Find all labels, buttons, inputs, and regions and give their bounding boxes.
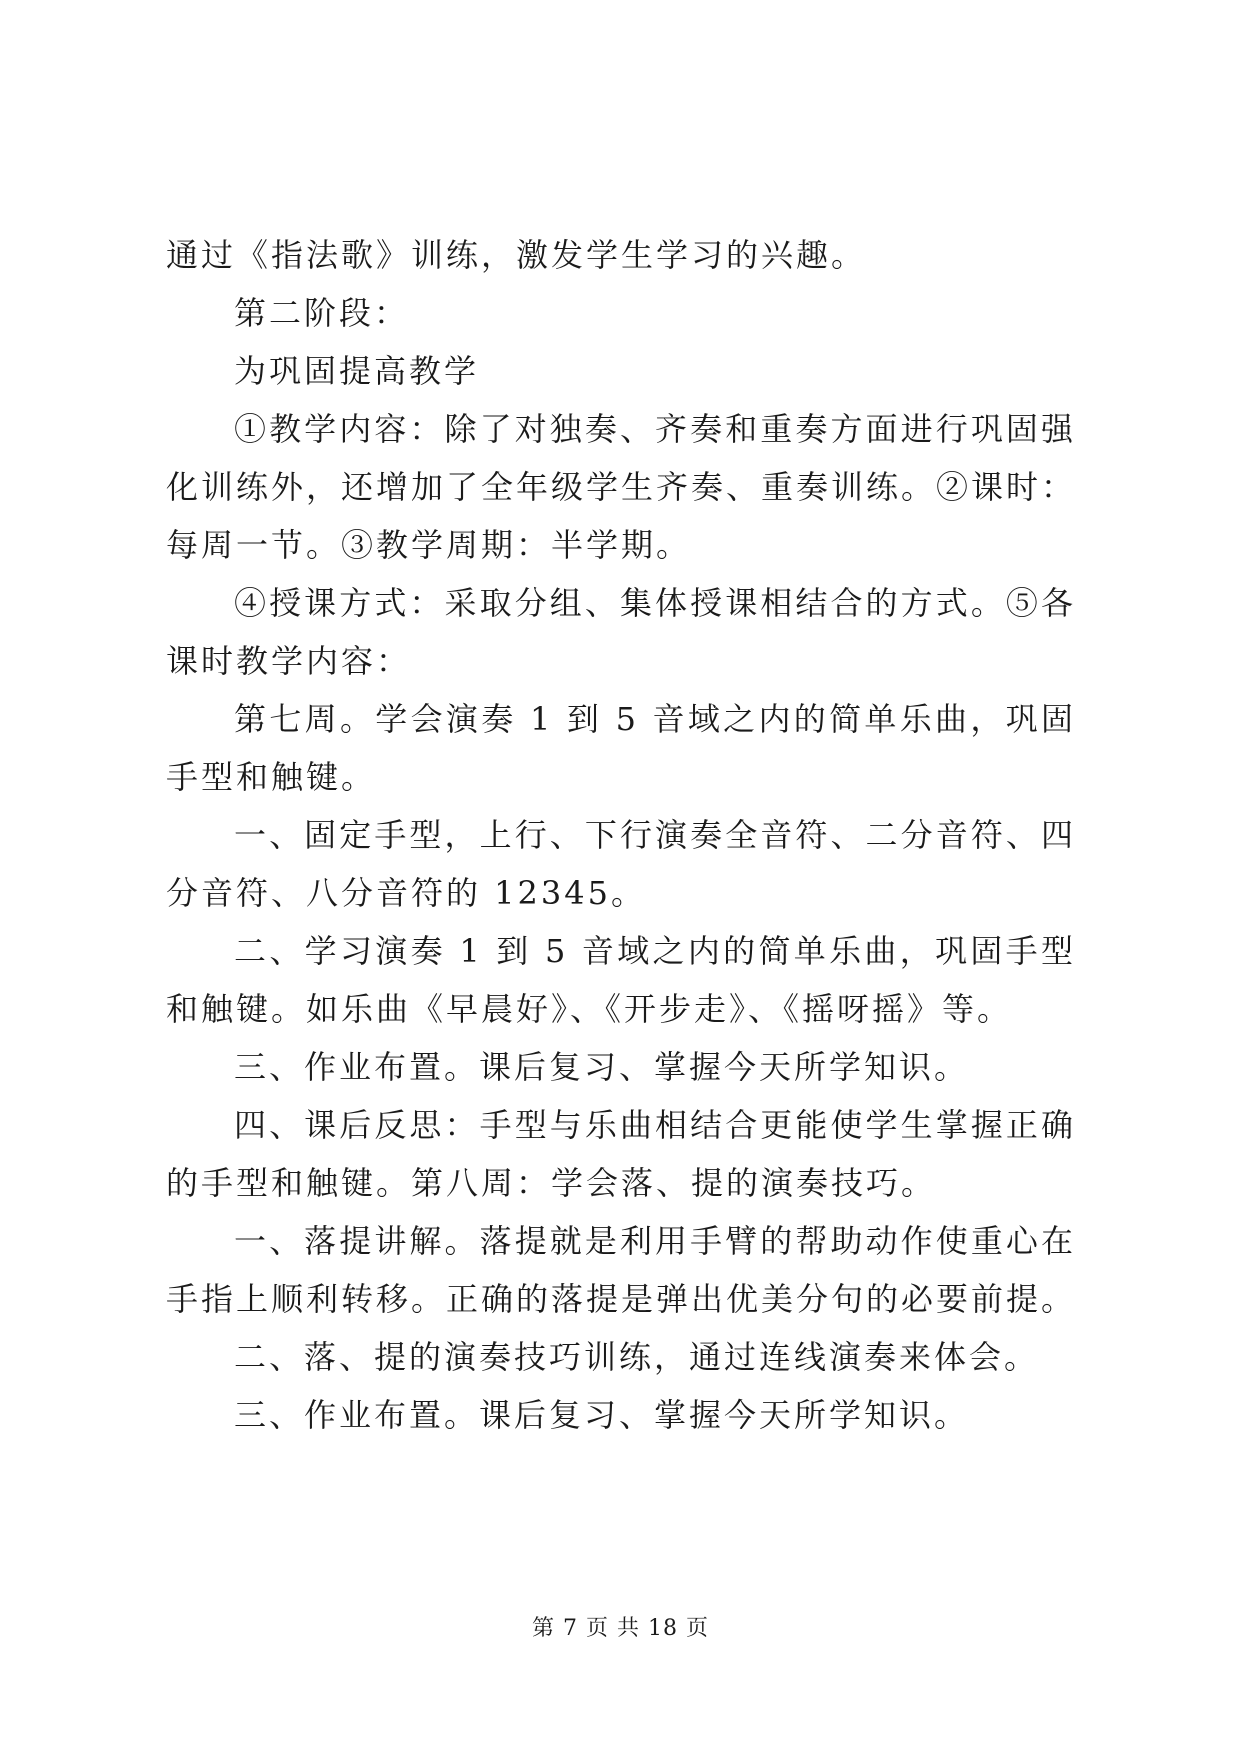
paragraph: 一、落提讲解。落提就是利用手臂的帮助动作使重心在手指上顺利转移。正确的落提是弹出优美分句的必要前提。	[166, 1222, 1077, 1318]
paragraph: ①教学内容：除了对独奏、齐奏和重奏方面进行巩固强化训练外，还增加了全年级学生齐奏、重奏训练。②课时：每周一节。③教学周期：半学期。	[166, 410, 1077, 564]
paragraph: ④授课方式：采取分组、集体授课相结合的方式。⑤各课时教学内容：	[166, 584, 1076, 680]
paragraph: 第七周。学会演奏 1 到 5 音域之内的简单乐曲，巩固手型和触键。	[166, 700, 1076, 796]
paragraph: 三、作业布置。课后复习、掌握今天所学知识。	[234, 1048, 970, 1086]
paragraph: 通过《指法歌》训练，激发学生学习的兴趣。	[166, 236, 867, 274]
paragraph: 为巩固提高教学	[234, 352, 480, 390]
paragraph: 一、固定手型，上行、下行演奏全音符、二分音符、四分音符、八分音符的 12345。	[166, 816, 1076, 912]
paragraph: 三、作业布置。课后复习、掌握今天所学知识。	[234, 1396, 970, 1434]
paragraph: 四、课后反思：手型与乐曲相结合更能使学生掌握正确的手型和触键。第八周：学会落、提的演奏技巧。	[166, 1106, 1076, 1202]
page-number-footer: 第 7 页 共 18 页	[532, 1616, 709, 1641]
paragraph: 第二阶段：	[234, 294, 410, 332]
paragraph: 二、学习演奏 1 到 5 音域之内的简单乐曲，巩固手型和触键。如乐曲《早晨好》、《开步走》、《摇呀摇》等。	[166, 932, 1076, 1028]
paragraph: 二、落、提的演奏技巧训练，通过连线演奏来体会。	[234, 1338, 1040, 1376]
document-body	[166, 226, 1076, 1444]
